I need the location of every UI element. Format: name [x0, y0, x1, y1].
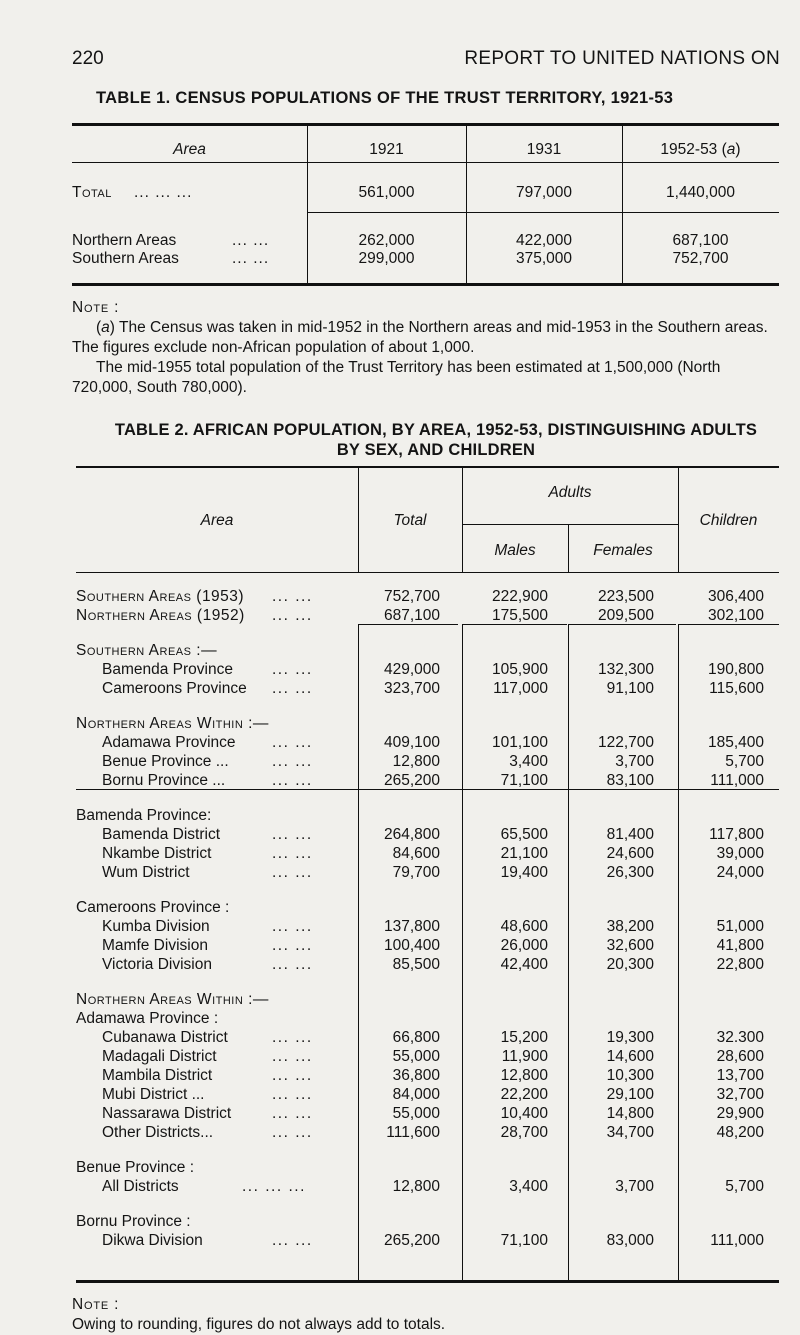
- table-row: [76, 1047, 779, 1066]
- cell-males: 101,100: [491, 734, 548, 751]
- table-row: [76, 1231, 779, 1250]
- cell-males: 26,000: [500, 937, 548, 954]
- table1-col-1921: 1921: [369, 141, 404, 158]
- row-label: Cameroons Province :: [76, 899, 230, 916]
- cell-females: 209,500: [597, 607, 654, 624]
- table-row: [76, 714, 779, 733]
- cell-total: 264,800: [383, 826, 440, 843]
- row-label: Benue Province ...: [102, 753, 229, 770]
- table1-north-1931: 422,000: [515, 232, 573, 249]
- cell-children: 111,000: [710, 1232, 764, 1249]
- cell-females: 24,600: [606, 845, 654, 862]
- table1-north-label: Northern Areas: [72, 232, 177, 249]
- cell-total: 687,100: [383, 607, 440, 624]
- cell-males: 48,600: [500, 918, 548, 935]
- row-leader-dots: ... ...: [272, 937, 313, 954]
- table-row: [76, 825, 779, 844]
- cell-children: 28,600: [716, 1048, 764, 1065]
- cell-males: 21,100: [500, 845, 548, 862]
- table-row: [76, 955, 779, 974]
- cell-males: 175,500: [491, 607, 548, 624]
- row-leader-dots: ... ...: [272, 588, 313, 605]
- row-leader-dots: ... ...: [272, 772, 313, 789]
- page-number: 220: [72, 48, 104, 69]
- table2-note: [72, 1295, 445, 1335]
- cell-females: 38,200: [606, 918, 654, 935]
- table2-top-rule: [76, 466, 779, 468]
- table1-note-label: Note :: [72, 299, 120, 316]
- row-label: Bamenda District: [102, 826, 221, 843]
- cell-total: 137,800: [383, 918, 440, 935]
- table1-north-1921: 262,000: [358, 232, 415, 249]
- table2-col-females: Females: [593, 542, 653, 559]
- table-row: [76, 898, 779, 917]
- table1-top-rule: [72, 123, 779, 126]
- cell-males: 65,500: [500, 826, 548, 843]
- cell-total: 265,200: [383, 772, 440, 789]
- table1-south-1921: 299,000: [358, 250, 415, 267]
- table1-note-p2: The mid-1955 total population of the Trust Territory has been estimated at 1,500,000 (North 720,000, South 780,000).: [72, 359, 721, 396]
- cell-total: 12,800: [392, 753, 440, 770]
- cell-children: 117,800: [709, 826, 764, 843]
- cell-total: 66,800: [392, 1029, 440, 1046]
- table-row: [76, 1009, 779, 1028]
- row-label: Benue Province :: [76, 1159, 195, 1176]
- cell-females: 3,700: [615, 753, 654, 770]
- cell-females: 223,500: [597, 588, 654, 605]
- row-label: Mamfe Division: [102, 937, 208, 954]
- cell-total: 84,600: [392, 845, 440, 862]
- table2-col-area: Area: [200, 512, 234, 529]
- row-leader-dots: ... ... ...: [242, 1178, 306, 1195]
- table2-adults-rule: [462, 524, 678, 525]
- cell-males: 22,200: [500, 1086, 548, 1103]
- row-leader-dots: ... ...: [272, 1124, 313, 1141]
- row-leader-dots: ... ...: [272, 864, 313, 881]
- cell-males: 15,200: [500, 1029, 548, 1046]
- table-row: [76, 1177, 779, 1196]
- table-row: [76, 806, 779, 825]
- cell-total: 84,000: [392, 1086, 440, 1103]
- cell-males: 42,400: [500, 956, 548, 973]
- cell-children: 115,600: [709, 680, 764, 697]
- row-label: Cameroons Province: [102, 680, 247, 697]
- table-row: [76, 1123, 779, 1142]
- cell-children: 5,700: [725, 1178, 764, 1195]
- cell-males: 19,400: [500, 864, 548, 881]
- table1-south-1931: 375,000: [515, 250, 573, 267]
- cell-males: 3,400: [509, 753, 548, 770]
- table2-title-line1: TABLE 2. AFRICAN POPULATION, BY AREA, 1952-53, DISTINGUISHING ADULTS: [114, 421, 758, 439]
- table2-bottom-rule: [76, 1280, 779, 1283]
- row-leader-dots: ... ...: [272, 1232, 313, 1249]
- table2-title-line2: BY SEX, AND CHILDREN: [336, 441, 536, 459]
- row-leader-dots: ... ...: [272, 918, 313, 935]
- row-leader-dots: ... ...: [272, 753, 313, 770]
- cell-total: 55,000: [392, 1105, 440, 1122]
- table1-north-dots: ... ...: [232, 232, 270, 249]
- cell-children: 39,000: [716, 845, 764, 862]
- table1-total-1931: 797,000: [515, 184, 573, 201]
- cell-children: 32.300: [716, 1029, 764, 1046]
- cell-males: 105,900: [491, 661, 548, 678]
- table-row: [76, 863, 779, 882]
- table1-total-rule: [307, 212, 779, 213]
- cell-females: 32,600: [606, 937, 654, 954]
- table2-note-label: Note :: [72, 1296, 120, 1313]
- table1-note: [72, 298, 782, 398]
- row-leader-dots: ... ...: [272, 845, 313, 862]
- table2-title: [96, 420, 776, 460]
- table-row: [76, 1066, 779, 1085]
- cell-total: 265,200: [383, 1232, 440, 1249]
- table-row: [76, 641, 779, 660]
- cell-females: 81,400: [606, 826, 654, 843]
- table1-header-rule: [72, 162, 779, 163]
- cell-males: 117,000: [493, 680, 548, 697]
- table-row: [76, 606, 779, 625]
- table1-north-1952: 687,100: [672, 232, 729, 249]
- table-row: [76, 844, 779, 863]
- cell-females: 83,000: [606, 1232, 654, 1249]
- row-label: Northern Areas (1952): [76, 607, 245, 624]
- cell-children: 185,400: [707, 734, 764, 751]
- table1-total-label: Total: [72, 184, 112, 201]
- table-row: [76, 733, 779, 752]
- table-row: [76, 990, 779, 1009]
- cell-children: 24,000: [716, 864, 764, 881]
- row-label: Other Districts...: [102, 1124, 214, 1141]
- row-leader-dots: ... ...: [272, 734, 313, 751]
- cell-total: 79,700: [392, 864, 440, 881]
- cell-males: 222,900: [491, 588, 548, 605]
- row-leader-dots: ... ...: [272, 826, 313, 843]
- table-row: [76, 1104, 779, 1123]
- row-label: Adamawa Province: [102, 734, 236, 751]
- cell-males: 3,400: [509, 1178, 548, 1195]
- row-label: Northern Areas Within :—: [76, 991, 269, 1008]
- table1-col-1931: 1931: [526, 141, 562, 158]
- cell-males: 71,100: [500, 772, 548, 789]
- cell-children: 190,800: [707, 661, 764, 678]
- table-row: [76, 1085, 779, 1104]
- cell-females: 10,300: [606, 1067, 654, 1084]
- row-label: Mubi District ...: [102, 1086, 205, 1103]
- table-row: [76, 1212, 779, 1231]
- row-label: Victoria Division: [102, 956, 212, 973]
- table1-south-label: Southern Areas: [72, 250, 179, 267]
- table1: [72, 123, 779, 287]
- row-leader-dots: ... ...: [272, 680, 313, 697]
- cell-females: 14,600: [606, 1048, 654, 1065]
- cell-females: 20,300: [606, 956, 654, 973]
- table2: [76, 466, 779, 1284]
- cell-females: 14,800: [606, 1105, 654, 1122]
- cell-males: 12,800: [500, 1067, 548, 1084]
- row-label: Northern Areas Within :—: [76, 715, 269, 732]
- cell-children: 111,000: [710, 772, 764, 789]
- row-leader-dots: ... ...: [272, 607, 313, 624]
- row-label: Cubanawa District: [102, 1029, 228, 1046]
- table1-col-1952: 1952-53 (a): [660, 141, 741, 158]
- cell-females: 83,100: [606, 772, 654, 789]
- cell-children: 41,800: [716, 937, 764, 954]
- cell-children: 13,700: [716, 1067, 764, 1084]
- row-leader-dots: ... ...: [272, 1029, 313, 1046]
- table1-note-a: (a) The Census was taken in mid-1952 in the Northern areas and mid-1953 in the Southern areas. The figures exclude non-African population of about 1,000.: [72, 319, 768, 356]
- cell-children: 32,700: [716, 1086, 764, 1103]
- row-label: Madagali District: [102, 1048, 217, 1065]
- row-label: Dikwa Division: [102, 1232, 203, 1249]
- cell-males: 71,100: [500, 1232, 548, 1249]
- row-leader-dots: ... ...: [272, 956, 313, 973]
- cell-females: 3,700: [615, 1178, 654, 1195]
- cell-females: 19,300: [606, 1029, 654, 1046]
- cell-females: 91,100: [606, 680, 654, 697]
- table2-col-total: Total: [393, 512, 427, 529]
- table1-total-1952: 1,440,000: [666, 184, 735, 201]
- table2-note-text: Owing to rounding, figures do not always add to totals.: [72, 1316, 446, 1333]
- row-leader-dots: ... ...: [272, 1048, 313, 1065]
- table1-col-area: Area: [173, 141, 206, 158]
- table2-col-males: Males: [494, 542, 536, 559]
- cell-children: 22,800: [716, 956, 764, 973]
- cell-males: 10,400: [500, 1105, 548, 1122]
- table-row: [76, 771, 779, 790]
- cell-females: 29,100: [606, 1086, 654, 1103]
- cell-total: 409,100: [383, 734, 440, 751]
- cell-children: 5,700: [725, 753, 764, 770]
- table1-total-1921: 561,000: [358, 184, 415, 201]
- running-title: REPORT TO UNITED NATIONS ON: [464, 48, 780, 69]
- cell-total: 12,800: [392, 1178, 440, 1195]
- row-label: Nkambe District: [102, 845, 212, 862]
- row-label: Mambila District: [102, 1067, 213, 1084]
- cell-males: 11,900: [501, 1048, 548, 1065]
- table2-col-children: Children: [699, 512, 758, 529]
- row-label: Bamenda Province:: [76, 807, 212, 824]
- table-row: [76, 660, 779, 679]
- table-row: [76, 917, 779, 936]
- cell-total: 752,700: [383, 588, 440, 605]
- row-leader-dots: ... ...: [272, 661, 313, 678]
- row-leader-dots: ... ...: [272, 1105, 313, 1122]
- cell-total: 100,400: [383, 937, 440, 954]
- table2-header-rule: [76, 572, 779, 573]
- row-label: Bornu Province :: [76, 1213, 191, 1230]
- cell-children: 306,400: [707, 588, 764, 605]
- cell-females: 122,700: [597, 734, 654, 751]
- row-label: Bornu Province ...: [102, 772, 226, 789]
- table1-south-1952: 752,700: [672, 250, 729, 267]
- table1-total-dots: ... ... ...: [134, 184, 193, 201]
- table-row: [76, 936, 779, 955]
- row-label: Southern Areas :—: [76, 642, 218, 659]
- cell-females: 132,300: [597, 661, 654, 678]
- cell-total: 55,000: [392, 1048, 440, 1065]
- cell-total: 111,600: [386, 1124, 440, 1141]
- row-label: Adamawa Province :: [76, 1010, 219, 1027]
- table1-title: TABLE 1. CENSUS POPULATIONS OF THE TRUST TERRITORY, 1921-53: [96, 89, 674, 107]
- cell-females: 34,700: [606, 1124, 654, 1141]
- cell-females: 26,300: [606, 864, 654, 881]
- row-label: Wum District: [102, 864, 190, 881]
- table2-col-adults: Adults: [548, 484, 592, 501]
- row-label: Nassarawa District: [102, 1105, 232, 1122]
- row-label: Kumba Division: [102, 918, 210, 935]
- cell-total: 323,700: [383, 680, 440, 697]
- row-label: All Districts: [102, 1178, 179, 1195]
- table1-bottom-rule: [72, 283, 779, 286]
- cell-children: 51,000: [716, 918, 764, 935]
- cell-children: 29,900: [716, 1105, 764, 1122]
- row-leader-dots: ... ...: [272, 1067, 313, 1084]
- row-leader-dots: ... ...: [272, 1086, 313, 1103]
- cell-children: 302,100: [707, 607, 764, 624]
- table1-south-dots: ... ...: [232, 250, 270, 267]
- table-row: [76, 679, 779, 698]
- page-header: [0, 48, 800, 78]
- cell-children: 48,200: [716, 1124, 764, 1141]
- row-label: Bamenda Province: [102, 661, 233, 678]
- table-row: [76, 587, 779, 606]
- cell-males: 28,700: [500, 1124, 548, 1141]
- table-row: [76, 752, 779, 771]
- table-row: [76, 1028, 779, 1047]
- row-label: Southern Areas (1953): [76, 588, 245, 605]
- table-row: [76, 1158, 779, 1177]
- cell-total: 85,500: [392, 956, 440, 973]
- cell-total: 429,000: [383, 661, 440, 678]
- cell-total: 36,800: [392, 1067, 440, 1084]
